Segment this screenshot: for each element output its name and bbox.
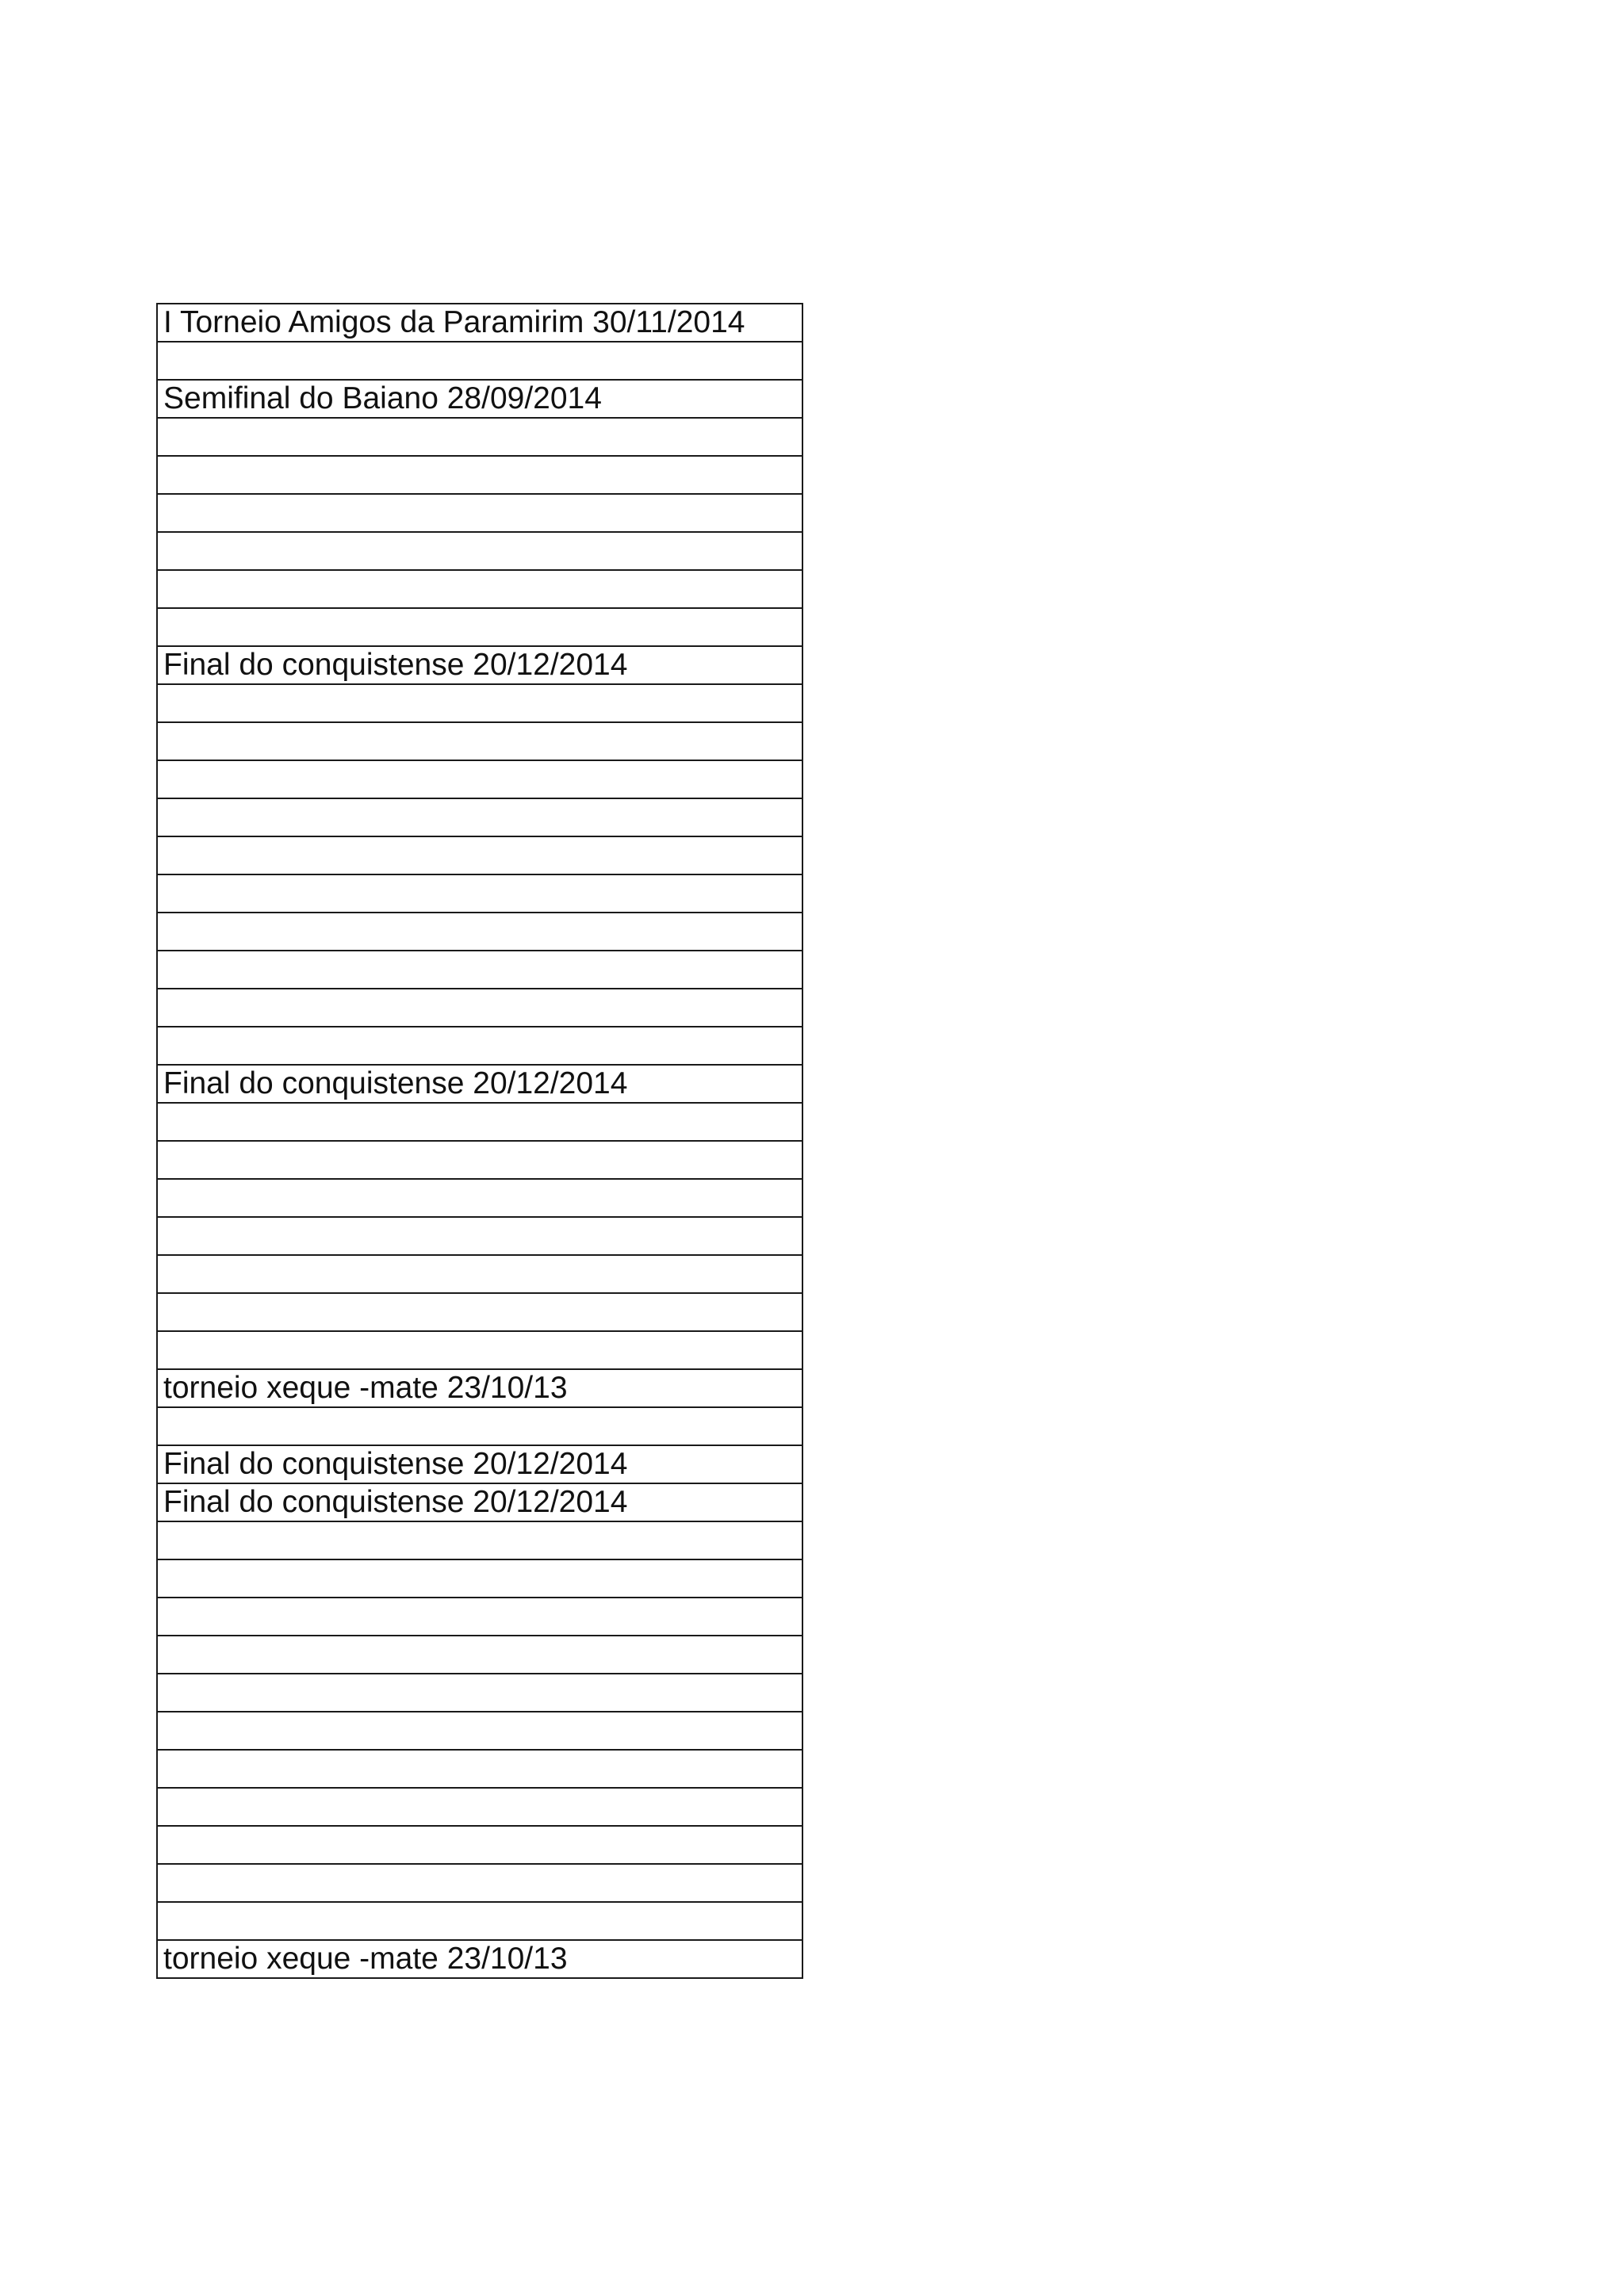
table-cell[interactable] (157, 494, 802, 532)
table-cell[interactable] (157, 1331, 802, 1369)
table-cell[interactable] (157, 1598, 802, 1636)
table-cell[interactable] (157, 608, 802, 646)
table-row (157, 1065, 802, 1103)
table-row (157, 1902, 802, 1940)
table-row (157, 456, 802, 494)
table-row (157, 1940, 802, 1978)
table-cell[interactable] (157, 1179, 802, 1217)
tournament-list-table (156, 303, 803, 1979)
table-cell[interactable] (157, 1103, 802, 1141)
table-row (157, 570, 802, 608)
tournament-list-body (157, 304, 802, 1978)
table-row (157, 1179, 802, 1217)
table-row (157, 608, 802, 646)
table-cell[interactable] (157, 1027, 802, 1065)
table-row (157, 913, 802, 951)
table-row (157, 1027, 802, 1065)
table-cell[interactable] (157, 570, 802, 608)
table-cell[interactable] (157, 874, 802, 913)
table-row (157, 1636, 802, 1674)
table-cell[interactable] (157, 760, 802, 798)
table-cell[interactable] (157, 1788, 802, 1826)
table-row (157, 1712, 802, 1750)
table-row (157, 1103, 802, 1141)
table-cell[interactable]: Final do conquistense 20/12/2014 (157, 1445, 802, 1483)
table-cell[interactable]: torneio xeque -mate 23/10/13 (157, 1369, 802, 1407)
table-cell[interactable] (157, 1255, 802, 1293)
table-row (157, 418, 802, 456)
table-row (157, 532, 802, 570)
table-cell[interactable]: Final do conquistense 20/12/2014 (157, 1065, 802, 1103)
table-row (157, 798, 802, 836)
table-cell[interactable] (157, 951, 802, 989)
table-cell[interactable] (157, 798, 802, 836)
table-row (157, 1369, 802, 1407)
table-cell[interactable]: Final do conquistense 20/12/2014 (157, 646, 802, 684)
table-cell[interactable] (157, 1559, 802, 1598)
table-row (157, 1674, 802, 1712)
table-cell[interactable] (157, 1864, 802, 1902)
table-row (157, 1788, 802, 1826)
table-row (157, 380, 802, 418)
table-cell[interactable] (157, 1521, 802, 1559)
table-cell[interactable] (157, 684, 802, 722)
table-cell[interactable]: I Torneio Amigos da Paramirim 30/11/2014 (157, 304, 802, 342)
table-cell[interactable] (157, 1293, 802, 1331)
table-row (157, 494, 802, 532)
table-cell[interactable] (157, 913, 802, 951)
table-cell[interactable] (157, 1217, 802, 1255)
table-row (157, 304, 802, 342)
table-row (157, 1559, 802, 1598)
table-row (157, 1445, 802, 1483)
table-row (157, 684, 802, 722)
table-row (157, 951, 802, 989)
table-cell[interactable] (157, 1674, 802, 1712)
table-row (157, 989, 802, 1027)
table-row (157, 874, 802, 913)
table-cell[interactable] (157, 418, 802, 456)
table-row (157, 1293, 802, 1331)
table-cell[interactable] (157, 342, 802, 380)
table-row (157, 1255, 802, 1293)
table-row (157, 1141, 802, 1179)
table-cell[interactable] (157, 1636, 802, 1674)
table-row (157, 1750, 802, 1788)
table-cell[interactable] (157, 836, 802, 874)
table-cell[interactable]: torneio xeque -mate 23/10/13 (157, 1940, 802, 1978)
table-row (157, 1864, 802, 1902)
table-row (157, 1826, 802, 1864)
table-row (157, 722, 802, 760)
table-cell[interactable]: Final do conquistense 20/12/2014 (157, 1483, 802, 1521)
table-row (157, 646, 802, 684)
table-cell[interactable]: Semifinal do Baiano 28/09/2014 (157, 380, 802, 418)
table-row (157, 1217, 802, 1255)
table-row (157, 1407, 802, 1445)
table-cell[interactable] (157, 1712, 802, 1750)
table-row (157, 1521, 802, 1559)
table-row (157, 342, 802, 380)
table-cell[interactable] (157, 456, 802, 494)
table-row (157, 1598, 802, 1636)
table-cell[interactable] (157, 532, 802, 570)
table-row (157, 836, 802, 874)
table-row (157, 1331, 802, 1369)
table-cell[interactable] (157, 989, 802, 1027)
table-row (157, 760, 802, 798)
table-cell[interactable] (157, 1141, 802, 1179)
table-cell[interactable] (157, 722, 802, 760)
table-cell[interactable] (157, 1826, 802, 1864)
table-cell[interactable] (157, 1750, 802, 1788)
table-cell[interactable] (157, 1902, 802, 1940)
table-cell[interactable] (157, 1407, 802, 1445)
table-row (157, 1483, 802, 1521)
